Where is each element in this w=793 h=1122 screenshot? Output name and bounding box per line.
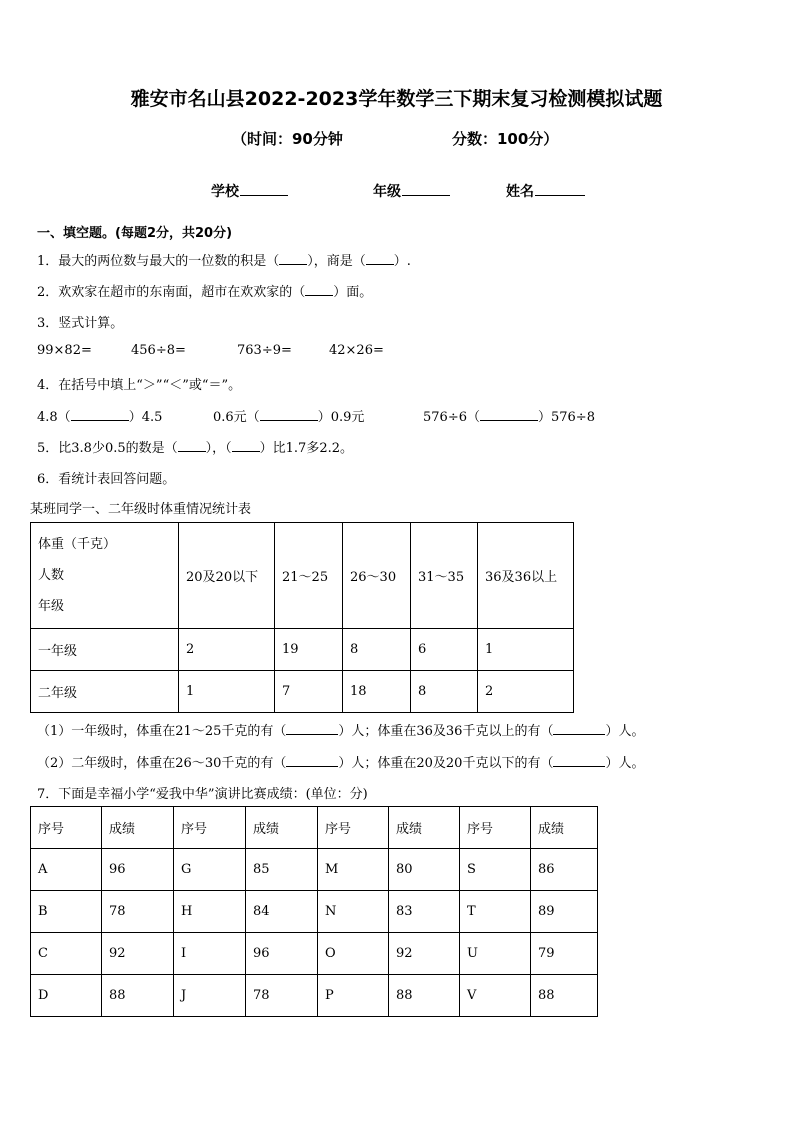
- table-cell: 89: [531, 891, 598, 933]
- table-cell: 7: [275, 671, 343, 713]
- row-label: 二年级: [31, 671, 179, 713]
- table-cell: P: [318, 975, 389, 1017]
- corner-weight-label: 体重（千克）: [38, 537, 117, 552]
- question-1: [37, 250, 411, 269]
- q4-item-1-left: 4.8（: [37, 410, 71, 425]
- q4-item-2: [213, 406, 364, 425]
- table-cell: C: [31, 933, 102, 975]
- q6-sub2-text-c: ）人。: [605, 756, 645, 771]
- q6-sub2-text-b: ）人；体重在20及20千克以下的有（: [338, 756, 554, 771]
- q4-blank-3: [480, 408, 538, 421]
- table-cell: 88: [102, 975, 174, 1017]
- column-header: 21～25: [275, 523, 343, 629]
- table-cell: 19: [275, 629, 343, 671]
- grade-blank: [402, 181, 450, 196]
- table-cell: A: [31, 849, 102, 891]
- grade-field: [373, 181, 450, 201]
- q6-sub1-blank-1: [286, 722, 338, 735]
- table-cell: 92: [102, 933, 174, 975]
- name-label: 姓名: [506, 184, 534, 200]
- table-cell: 88: [389, 975, 460, 1017]
- q3-item-4: 42×26=: [329, 343, 384, 358]
- table-row: [31, 891, 598, 933]
- table-cell: T: [460, 891, 531, 933]
- q6-sub2-text-a: （2）二年级时，体重在26～30千克的有（: [37, 756, 287, 771]
- page-title: 雅安市名山县2022-2023学年数学三下期末复习检测模拟试题: [130, 88, 663, 110]
- question-5: [37, 437, 353, 456]
- table-cell: 83: [389, 891, 460, 933]
- column-header: 成绩: [102, 807, 174, 849]
- q6-sub-2: [37, 752, 644, 771]
- q6-sub1-text-a: （1）一年级时，体重在21～25千克的有（: [37, 724, 287, 739]
- school-label: 学校: [211, 184, 239, 200]
- table-cell: O: [318, 933, 389, 975]
- q1-text-c: ）.: [393, 254, 411, 269]
- exam-time: （时间：90分钟: [232, 130, 343, 148]
- column-header: 26～30: [343, 523, 411, 629]
- table-cell: 1: [179, 671, 275, 713]
- q4-blank-1: [71, 408, 129, 421]
- question-6: 6．看统计表回答问题。: [37, 472, 176, 487]
- q3-item-2: 456÷8=: [131, 343, 186, 358]
- table-cell: 80: [389, 849, 460, 891]
- q1-blank-2: [366, 252, 394, 265]
- weight-table-header-row: [31, 523, 574, 629]
- score-table-header-row: [31, 807, 598, 849]
- table-cell: 88: [531, 975, 598, 1017]
- q5-text-c: ）比1.7多2.2。: [259, 441, 353, 456]
- q3-item-3: 763÷9=: [237, 343, 292, 358]
- corner-grade-label: 年级: [38, 599, 65, 614]
- table-cell: 8: [343, 629, 411, 671]
- table-cell: 96: [102, 849, 174, 891]
- column-header: 成绩: [531, 807, 598, 849]
- weight-table-corner-cell: [31, 523, 179, 629]
- weight-table: [30, 522, 574, 713]
- row-label: 一年级: [31, 629, 179, 671]
- table-row: [31, 629, 574, 671]
- table-cell: 85: [246, 849, 318, 891]
- school-blank: [240, 181, 288, 196]
- table-cell: 92: [389, 933, 460, 975]
- table-cell: 78: [246, 975, 318, 1017]
- question-7: 7．下面是幸福小学“爱我中华”演讲比赛成绩：(单位：分): [37, 787, 368, 802]
- q4-item-3: [423, 406, 595, 425]
- column-header: 成绩: [246, 807, 318, 849]
- table-cell: 84: [246, 891, 318, 933]
- q2-blank-1: [305, 283, 333, 296]
- table-cell: 1: [478, 629, 574, 671]
- column-header: 36及36以上: [478, 523, 574, 629]
- table-cell: 8: [411, 671, 478, 713]
- q6-sub-1: [37, 720, 644, 739]
- table-row: [31, 849, 598, 891]
- column-header: 成绩: [389, 807, 460, 849]
- q6-sub2-blank-1: [286, 754, 338, 767]
- table-cell: V: [460, 975, 531, 1017]
- q5-blank-2: [232, 439, 260, 452]
- table-row: [31, 933, 598, 975]
- column-header: 序号: [174, 807, 246, 849]
- table-cell: 79: [531, 933, 598, 975]
- table-cell: U: [460, 933, 531, 975]
- q4-item-1: [37, 406, 162, 425]
- exam-score: 分数：100分）: [452, 130, 559, 148]
- table-row: [31, 671, 574, 713]
- table-row: [31, 975, 598, 1017]
- column-header: 序号: [460, 807, 531, 849]
- q4-item-3-left: 576÷6（: [423, 410, 480, 425]
- table-cell: 78: [102, 891, 174, 933]
- name-blank: [535, 181, 585, 196]
- school-field: [211, 181, 288, 201]
- table-cell: B: [31, 891, 102, 933]
- name-field: [506, 181, 585, 201]
- corner-count-label: 人数: [38, 568, 65, 583]
- q1-text-b: ），商是（: [307, 254, 366, 269]
- score-table: [30, 806, 598, 1017]
- table-cell: 86: [531, 849, 598, 891]
- q2-text-b: ）面。: [333, 285, 373, 300]
- table-cell: I: [174, 933, 246, 975]
- grade-label: 年级: [373, 184, 401, 200]
- q1-blank-1: [279, 252, 307, 265]
- q6-sub1-text-b: ）人；体重在36及36千克以上的有（: [338, 724, 554, 739]
- table-cell: 18: [343, 671, 411, 713]
- table-cell: H: [174, 891, 246, 933]
- q3-item-1: 99×82=: [37, 343, 92, 358]
- table-cell: 2: [179, 629, 275, 671]
- table-cell: M: [318, 849, 389, 891]
- table-cell: G: [174, 849, 246, 891]
- table-cell: 6: [411, 629, 478, 671]
- table-cell: 96: [246, 933, 318, 975]
- question-2: [37, 281, 372, 300]
- table-title: 某班同学一、二年级时体重情况统计表: [30, 502, 252, 517]
- q5-text-a: 5．比3.8少0.5的数是（: [37, 441, 178, 456]
- q4-blank-2: [260, 408, 318, 421]
- column-header: 31～35: [411, 523, 478, 629]
- q2-text-a: 2．欢欢家在超市的东南面，超市在欢欢家的（: [37, 285, 306, 300]
- q4-item-2-left: 0.6元（: [213, 410, 260, 425]
- q5-text-b: ），（: [205, 441, 232, 456]
- q5-blank-1: [178, 439, 206, 452]
- q6-sub1-blank-2: [553, 722, 605, 735]
- q1-text-a: 1．最大的两位数与最大的一位数的积是（: [37, 254, 280, 269]
- column-header: 20及20以下: [179, 523, 275, 629]
- section-heading: 一、填空题。(每题2分，共20分): [37, 226, 233, 241]
- table-cell: N: [318, 891, 389, 933]
- table-cell: D: [31, 975, 102, 1017]
- q4-item-2-right: ）0.9元: [317, 410, 365, 425]
- q6-sub1-text-c: ）人。: [605, 724, 645, 739]
- column-header: 序号: [318, 807, 389, 849]
- table-cell: J: [174, 975, 246, 1017]
- q6-sub2-blank-2: [553, 754, 605, 767]
- q4-item-3-right: ）576÷8: [537, 410, 595, 425]
- q4-item-1-right: ）4.5: [128, 410, 163, 425]
- question-3: 3．竖式计算。: [37, 316, 124, 331]
- table-cell: S: [460, 849, 531, 891]
- column-header: 序号: [31, 807, 102, 849]
- table-cell: 2: [478, 671, 574, 713]
- question-4: 4．在括号中填上“＞”“＜”或“＝”。: [37, 378, 242, 393]
